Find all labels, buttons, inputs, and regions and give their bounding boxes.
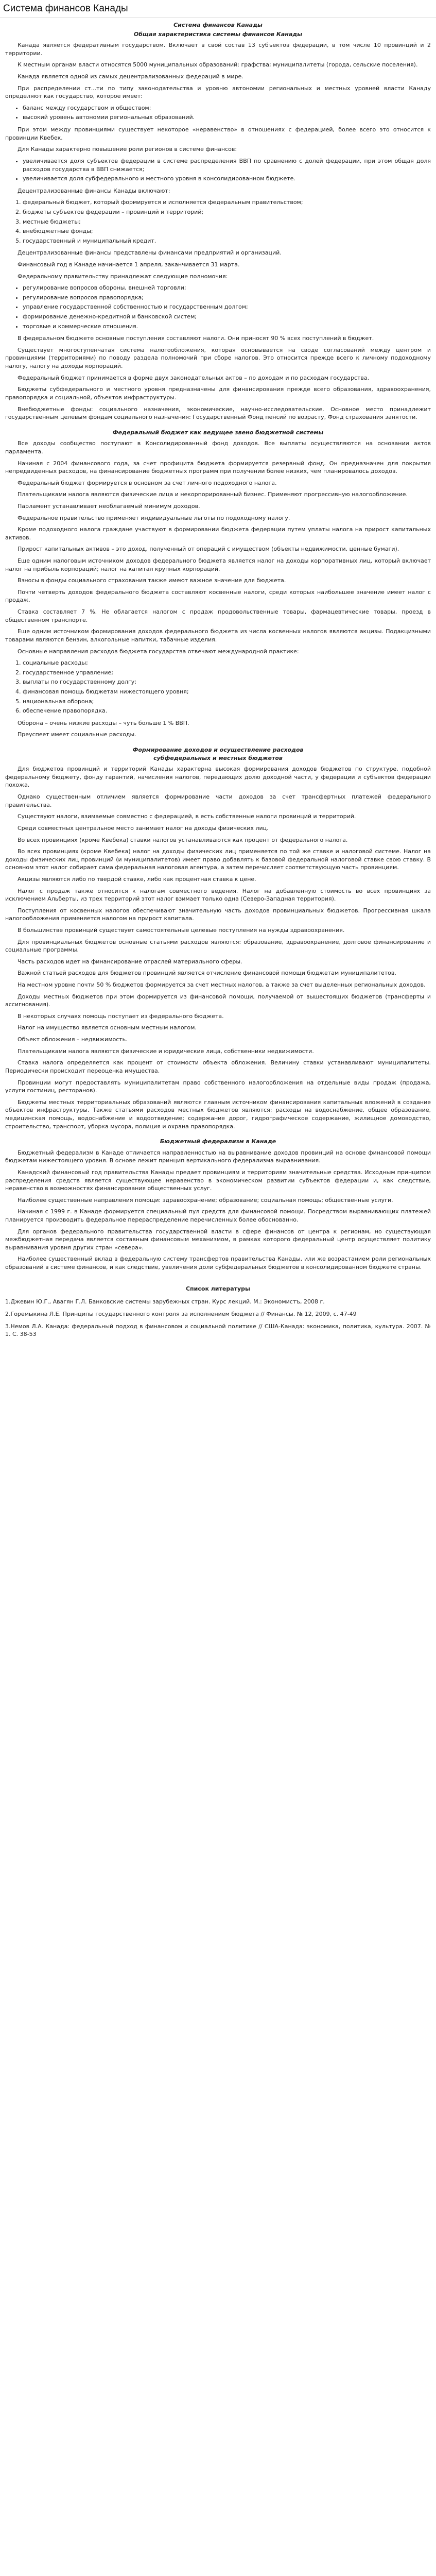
list-item: 1. федеральный бюджет, который формируется и исполняется федеральным правительством;	[23, 198, 431, 207]
paragraph: Во всех провинциях (кроме Квебека) налог на доходы физических лиц применяется по той же ставке и налоговой системе. Налог на доходы физических лиц провинций (и муниципалитетов) имеет право добавлять к базовой федеральной налоговой ставке свою ставку. В основном этот налог собирает сама федеральная налоговая агентура, а затем перечисляет соответствующую часть провинциям.	[5, 848, 431, 871]
section-heading-fiscal-federalism: Бюджетный федерализм в Канаде	[160, 1138, 276, 1145]
paragraph: Существует многоступенчатая система налогообложения, которая основывается на своде согласований между центром и провинциями (территориями) по поводу раздела полномочий при сборе налогов. Это относится прежде всего к личному подоходному налогу, налогу на доходы корпораций.	[5, 346, 431, 370]
paragraph: Для органов федерального правительства государственной власти в сфере финансов от центра к регионам, но существующая межбюджетная передача является составным финансовым механизмом, в рамках которого федеральный центр осуществляет политику выравнивания уровня других стран «севера».	[5, 1228, 431, 1251]
paragraph: Все доходы сообщество поступают в Консолидированный фонд доходов. Все выплаты осуществляются на основании актов парламента.	[5, 440, 431, 455]
section-heading-overview: Общая характеристика системы финансов Канады	[133, 30, 303, 38]
paragraph: В некоторых случаях помощь поступает из федерального бюджета.	[18, 1012, 224, 1020]
list-item: • формирование денежно-кредитной и банковской систем;	[23, 313, 431, 321]
paragraph: Почти четверть доходов федерального бюджета составляют косвенные налоги, среди которых наибольшее значение имеет налог с продаж.	[5, 588, 431, 604]
paragraph: Внебюджетные фонды: социального назначения, экономические, научно-исследовательские. Основное место принадлежит государственным целевым фондам социального назначения: Государственный Фонд пенсий по возрасту, Фонд страхования занятости.	[5, 405, 431, 421]
list-item: • регулирование вопросов обороны, внешней торговли;	[23, 284, 431, 292]
paragraph: Акцизы являются либо по твердой ставке, либо как процентная ставка к цене.	[18, 875, 256, 883]
paragraph: Кроме подоходного налога граждане участвуют в формировании бюджета федерации путем уплаты налога на прирост капитальных активов.	[5, 526, 431, 541]
paragraph: Существуют налоги, взимаемые совместно с федерацией, в есть собственные налоги провинций и территорий.	[18, 813, 356, 820]
paragraph: Доходы местных бюджетов при этом формируется из финансовой помощи, получаемой от вышестоящих бюджетов (трансферты и ассигнования).	[5, 993, 431, 1008]
bullet-list	[5, 157, 431, 183]
bullet-list	[5, 104, 431, 122]
paragraph: Ставка налога определяется как процент от стоимости объекта обложения. Величину ставки устанавливают муниципалитеты. Периодически происходит переоценка имущества.	[5, 1059, 431, 1074]
paragraph: В большинстве провинций существует самостоятельные целевые поступления на нужды здравоохранения.	[18, 926, 345, 934]
paragraph: Среди совместных центральное место занимает налог на доходы физических лиц.	[18, 824, 269, 832]
list-item: 2. бюджеты субъектов федерации – провинций и территорий;	[23, 208, 431, 216]
list-item: 1. социальные расходы;	[23, 659, 431, 667]
paragraph: Начиная с 1999 г. в Канаде формируется специальный пул средств для финансовой помощи. Посредством выравнивающих платежей планируется производить федеральное перераспределение перечисленных более обоснованно.	[5, 1208, 431, 1224]
paragraph: Плательщиками налога являются физические лица и некорпорированный бизнес. Применяют прогрессивную налогообложение.	[18, 491, 408, 498]
paragraph: Важной статьей расходов для бюджетов провинций является отчисление финансовой помощи бюджетам муниципалитетов.	[18, 970, 396, 977]
paragraph: При этом между провинциями существует некоторое «неравенство» в отношениях с федерацией, более всего это относится к провинции Квебек.	[5, 126, 431, 141]
paragraph: Еще одним налоговым источником доходов федерального бюджета является налог на доходы корпоративных лиц, который включает налог на прибыль корпораций; налог на капитал крупных корпораций.	[5, 557, 431, 572]
paragraph: Федеральный бюджет формируется в основном за счет личного подоходного налога.	[18, 479, 277, 486]
paragraph: Налог с продаж также относится к налогам совместного ведения. Налог на добавленную стоимость во всех провинциях за исключением Альберты, из трех территорий этот налог взимает только одна (Северо-Западная территория).	[5, 887, 431, 903]
document-heading: Система финансов Канады	[173, 21, 263, 28]
numbered-list	[5, 198, 431, 245]
reference-item: 2.Горемыкина Л.Е. Принципы государственного контроля за исполнением бюджета // Финансы. № 12, 2009, с. 47-49	[5, 1310, 357, 1317]
list-item: • увеличивается доля субфедерального и местного уровня в консолидированном бюджете.	[23, 175, 431, 183]
section-heading-regional-budgets	[5, 746, 431, 762]
list-item: 3. местные бюджеты;	[23, 218, 431, 226]
paragraph: К местным органам власти относятся 5000 муниципальных образований: графства; муниципалитеты (города, сельские поселения).	[18, 61, 418, 69]
paragraph: Основные направления расходов бюджета государства отвечают международной практике:	[18, 648, 299, 655]
reference-list	[5, 1298, 431, 1338]
list-item: 3. выплаты по государственному долгу;	[23, 678, 431, 686]
paragraph: При распределении ст...ти по типу законодательства и уровню автономии региональных и местных уровней власти Канаду определяют как государство, которое имеет:	[5, 84, 431, 100]
paragraph: Часть расходов идет на финансирование отраслей материального сферы.	[18, 958, 242, 965]
paragraph: Поступления от косвенных налогов обеспечивают значительную часть доходов провинциальных бюджетов. Прогрессивная шкала налогообложения применяется налогом на прирост капитала.	[5, 907, 431, 922]
list-item: 6. обеспечение правопорядка.	[23, 707, 431, 715]
section-heading-references: Список литературы	[185, 1285, 251, 1292]
page-title: Система финансов Канады	[3, 3, 128, 14]
paragraph: Ставка составляет 7 %. Не облагается налогом с продаж продовольственные товары, фармацевтические товары, проезд в общественном транспорте.	[5, 608, 431, 623]
section-heading-line: субфедеральных и местных бюджетов	[153, 754, 283, 761]
list-item: • баланс между государством и обществом;	[23, 104, 431, 112]
section-heading-line: Формирование доходов и осуществление расходов	[132, 747, 304, 754]
paragraph: Еще одним источником формирования доходов федерального бюджета из числа косвенных налогов являются акцизы. Подакцизными товарами являются бензин, алкогольные напитки, табачные изделия.	[5, 628, 431, 643]
reference-item: 1.Джевин Ю.Г., Авагян Г.Л. Банковские системы зарубежных стран. Курс лекций. М.: Экономистъ, 2008 г.	[5, 1298, 325, 1306]
paragraph: Для Канады характерно повышение роли регионов в системе финансов:	[18, 146, 237, 153]
list-item: • увеличивается доля субъектов федерации в системе распределения ВВП по сравнению с долей федерации, при этом общая доля расходов государства в ВВП снижается;	[23, 157, 431, 173]
paragraph: Федеральный бюджет принимается в форме двух законодательных актов – по доходам и по расходам государства.	[18, 374, 370, 381]
paragraph: Канадский финансовый год правительства Канады предает провинциям и территориям значительные средства. Исходным принципом распределения средств является существующее неравенство в экономическом развитии субъектов федерации и, как следствие, неравенство в возможностях финансирования общественных услуг.	[5, 1169, 431, 1192]
paragraph: Однако существенным отличием является формирование части доходов за счет трансфертных платежей федерального правительства.	[5, 793, 431, 808]
paragraph: Для провинциальных бюджетов основные статьями расходов являются: образование, здравоохранение, долговое финансирование и социальные программы.	[5, 938, 431, 954]
document-body	[0, 18, 436, 1355]
paragraph: Объект обложения – недвижимость.	[18, 1036, 128, 1043]
paragraph: Оборона – очень низкие расходы – чуть больше 1 % ВВП.	[18, 719, 189, 726]
list-item: • торговые и коммерческие отношения.	[23, 323, 431, 331]
paragraph: Начиная с 2004 финансового года, за счет профицита бюджета формируется резервный фонд. Он предназначен для покрытия непредвиденных расходов, на финансирование бюджетных программ при получении более низких, чем планировалось доходов.	[5, 460, 431, 475]
paragraph: Децентрализованные финансы Канады включают:	[18, 187, 170, 194]
paragraph: Налог на имущество является основным местным налогом.	[18, 1024, 197, 1031]
list-item: 4. внебюджетные фонды;	[23, 227, 431, 235]
document-header	[0, 0, 436, 18]
paragraph: Прирост капитальных активов – это доход, полученный от операций с имуществом (объекты недвижимости, ценные бумаги).	[18, 546, 399, 553]
paragraph: Канада является федеративным государством. Включает в свой состав 13 субъектов федерации, в том числе 10 провинций и 2 территории.	[5, 42, 431, 57]
list-item: 5. государственный и муниципальный кредит.	[23, 237, 431, 245]
list-item: • управление государственной собственностью и государственным долгом;	[23, 303, 431, 311]
paragraph: Федеральное правительство применяет индивидуальные льготы по подоходному налогу.	[18, 514, 290, 521]
numbered-list	[5, 659, 431, 715]
paragraph: Провинции могут предоставлять муниципалитетам право собственного налогообложения на отдельные виды продаж (продажа, услуги гостиниц, ресторанов).	[5, 1079, 431, 1094]
paragraph: Преуспеет имеет социальные расходы.	[18, 731, 136, 738]
paragraph: Федеральному правительству принадлежат следующие полномочия:	[18, 273, 228, 280]
paragraph: Взносы в фонды социального страхования также имеют важное значение для бюджета.	[18, 577, 286, 584]
paragraph: Плательщиками налога являются физические и юридические лица, собственники недвижимости.	[18, 1047, 314, 1055]
paragraph: Парламент устанавливает необлагаемый минимум доходов.	[18, 503, 200, 510]
list-item: 4. финансовая помощь бюджетам нижестоящего уровня;	[23, 688, 431, 696]
paragraph: Децентрализованные финансы представлены финансами предприятий и организаций.	[18, 249, 282, 257]
paragraph: Канада является одной из самых децентрализованных федераций в мире.	[18, 73, 243, 80]
paragraph: Наиболее существенный вклад в федеральную систему трансфертов правительства Канады, или же возрастанием роли региональных образований в системе финансов, и как следствие, увеличения доли субфедеральных бюджетов в консолидированном бюджете страны.	[5, 1256, 431, 1271]
paragraph: Во всех провинциях (кроме Квебека) ставки налогов устанавливаются как процент от федерального налога.	[18, 836, 348, 843]
list-item: 2. государственное управление;	[23, 669, 431, 677]
list-item: • регулирование вопросов правопорядка;	[23, 294, 431, 302]
paragraph: Бюджеты местных территориальных образований являются главным источником финансирования капитальных вложений в создание объектов инфраструктуры. Также статьями расходов местных бюджетов являются: расходы на водоснабжение, общее образование, медицинская помощь, водоснабжение и водоотведение; содержание дорог, гидрографическое содержание, жилищное домоводство, строительство, транспорт, уборка мусора, полиция и охрана правопорядка.	[5, 1098, 431, 1130]
paragraph: Наиболее существенные направления помощи: здравоохранение; образование; социальная помощь; общественные услуги.	[18, 1196, 393, 1204]
paragraph: Финансовый год в Канаде начинается 1 апреля, заканчивается 31 марта.	[18, 261, 240, 268]
paragraph: На местном уровне почти 50 % бюджетов формируется за счет местных налогов, а также за счет выделенных региональных доходов.	[18, 981, 426, 989]
paragraph: Бюджетный федерализм в Канаде отличается направленностью на выравнивание доходов провинций на основе финансовой помощи бюджетам нижестоящего уровня. В основе лежит принцип вертикального федерализма выравнивания.	[5, 1149, 431, 1164]
paragraph: Для бюджетов провинций и территорий Канады характерна высокая формирования доходов бюджетов по структуре, подобной федеральному бюджету, фонду гарантий, начисления налогов, передающих долю доходной части, у федерации и субъектов федерации похожа.	[5, 766, 431, 789]
list-item: • высокий уровень автономии региональных образований.	[23, 113, 431, 122]
list-item: 5. национальная оборона;	[23, 698, 431, 706]
reference-item: 3.Немов Л.А. Канада: федеральный подход в финансовом и социальной политике // США-Канада: экономика, политика, культура. 2007. № 1. С. 38-53	[5, 1323, 431, 1338]
bullet-list	[5, 284, 431, 330]
paragraph: В федеральном бюджете основные поступления составляют налоги. Они приносят 90 % всех поступлений в бюджет.	[18, 335, 374, 342]
paragraph: Бюджеты субфедерального и местного уровня предназначены для финансирования прежде всего образования, здравоохранения, правопорядка и социальной, объектов инфраструктуры.	[5, 386, 431, 401]
section-heading-federal-budget: Федеральный бюджет как ведущее звено бюджетной системы	[112, 429, 324, 436]
